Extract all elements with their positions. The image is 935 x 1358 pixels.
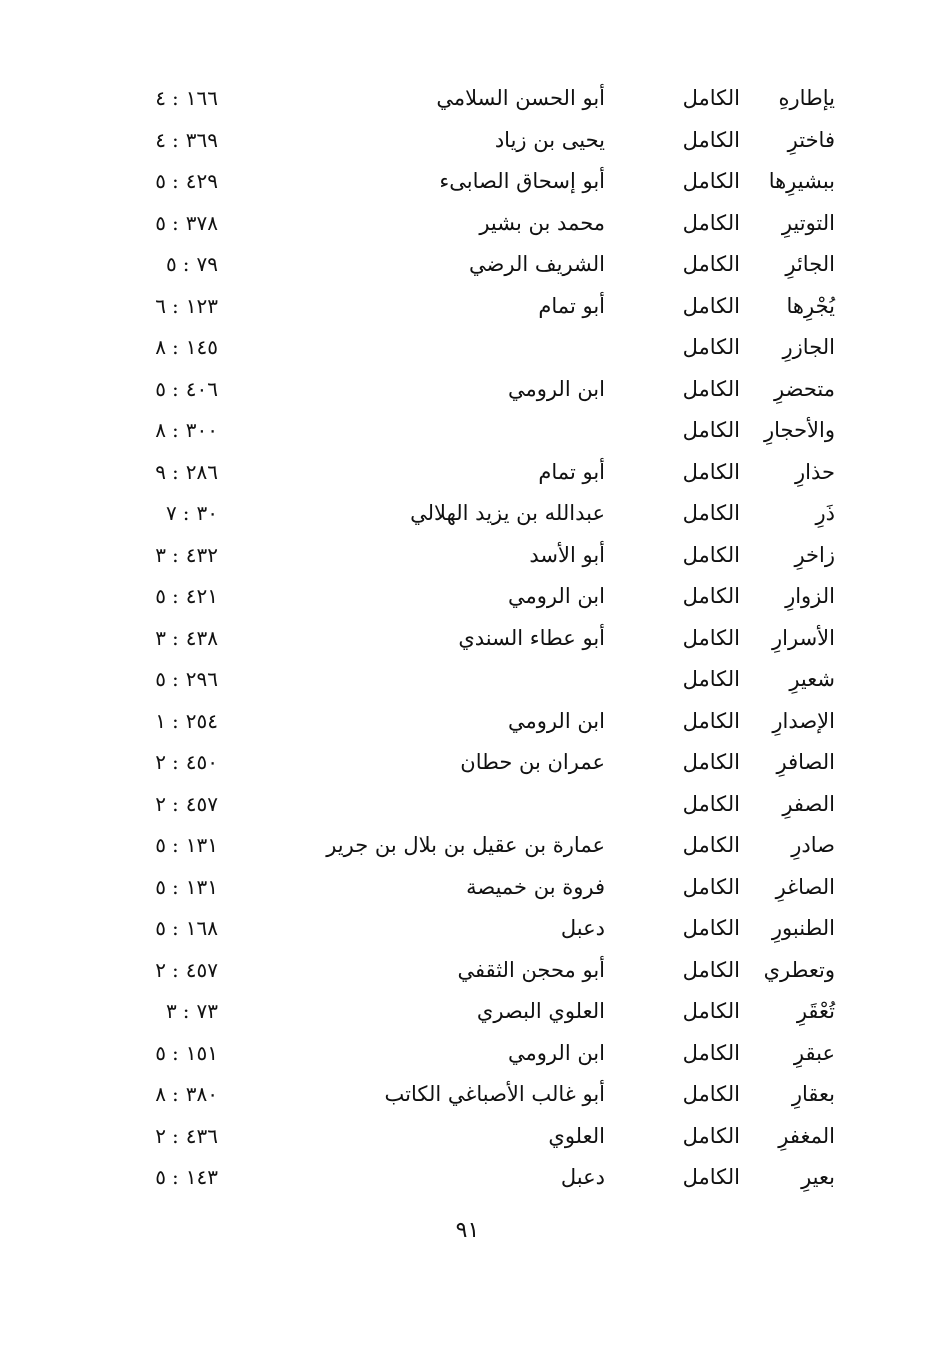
ref-separator: :: [172, 86, 180, 110]
index-row: [0, 575, 935, 617]
meter: الكامل: [682, 169, 740, 193]
page-ref: ٧٣: [196, 999, 218, 1023]
meter: الكامل: [682, 833, 740, 857]
page-ref: ٤٣٨: [185, 625, 218, 650]
volume-ref: ٥: [155, 874, 167, 899]
volume-ref: ٢: [155, 1123, 167, 1148]
rhyme-word: المغفرِ: [778, 1123, 835, 1148]
ref-separator: :: [172, 127, 180, 152]
rhyme-word: الإصدارِ: [772, 708, 835, 733]
volume-page-reference: [128, 249, 218, 279]
rhyme-word: التوتيرِ: [781, 210, 835, 235]
ref-separator: :: [172, 335, 180, 359]
poet-name: يحيى بن زياد: [494, 127, 605, 152]
meter: الكامل: [682, 252, 740, 276]
poet-name: ابن الرومي: [507, 376, 605, 401]
volume-ref: ٥: [155, 667, 167, 691]
index-row: [0, 243, 935, 285]
rhyme-word: الصفرِ: [782, 791, 835, 816]
poet-name: الشريف الرضي: [469, 252, 605, 276]
ref-separator: :: [172, 293, 180, 318]
page-ref: ٤٢٩: [185, 169, 218, 193]
page-ref: ١٦٨: [185, 916, 218, 940]
rhyme-word: بعقارِ: [791, 1082, 835, 1106]
meter: الكامل: [682, 667, 740, 691]
poet-name: أبو محجن الثقفي: [457, 957, 605, 982]
index-row: [0, 1115, 935, 1157]
meter: الكامل: [682, 1082, 740, 1106]
poet-name: ابن الرومي: [507, 708, 605, 733]
meter: الكامل: [682, 1040, 740, 1065]
index-row: [0, 990, 935, 1032]
index-table: [0, 77, 935, 1198]
ref-separator: :: [172, 376, 180, 401]
index-row: [0, 741, 935, 783]
index-row: [0, 617, 935, 659]
volume-page-reference: [128, 664, 218, 694]
ref-separator: :: [172, 210, 180, 235]
poet-name: عمارة بن عقيل بن بلال بن جرير: [326, 833, 605, 857]
volume-page-reference: [128, 374, 218, 404]
ref-separator: :: [172, 791, 180, 816]
meter: الكامل: [682, 708, 740, 733]
rhyme-word: الصاغرِ: [775, 874, 835, 899]
rhyme-word: والأحجارِ: [763, 418, 835, 442]
ref-separator: :: [172, 957, 180, 982]
page-ref: ١٣١: [185, 833, 218, 857]
meter: الكامل: [682, 916, 740, 940]
poet-name: أبو الحسن السلامي: [436, 86, 605, 110]
page-ref: ٧٩: [196, 252, 218, 276]
volume-ref: ٥: [155, 376, 167, 401]
page-ref: ٣٧٨: [185, 210, 218, 235]
index-row: [0, 326, 935, 368]
volume-page-reference: [128, 706, 218, 736]
ref-separator: :: [182, 999, 191, 1023]
ref-separator: :: [172, 874, 180, 899]
ref-separator: :: [172, 459, 180, 484]
volume-page-reference: [128, 125, 218, 155]
poet-name: عمران بن حطان: [460, 750, 605, 774]
volume-page-reference: [128, 623, 218, 653]
page-ref: ١٥١: [185, 1040, 218, 1065]
page-ref: ٤٠٦: [185, 376, 218, 401]
volume-ref: ٥: [155, 584, 167, 608]
ref-separator: :: [172, 1123, 180, 1148]
rhyme-word: فاخترِ: [787, 127, 835, 152]
volume-page-reference: [128, 208, 218, 238]
volume-page-reference: [128, 83, 218, 113]
poet-name: عبدالله بن يزيد الهلالي: [410, 501, 605, 525]
volume-page-reference: [128, 291, 218, 321]
volume-ref: ٦: [155, 293, 167, 318]
meter: الكامل: [682, 127, 740, 152]
volume-ref: ٨: [155, 1082, 167, 1106]
ref-separator: :: [172, 625, 180, 650]
meter: الكامل: [682, 625, 740, 650]
volume-ref: ٢: [155, 750, 167, 774]
meter: الكامل: [682, 1123, 740, 1148]
ref-separator: :: [182, 501, 191, 525]
page-ref: ٣٦٩: [185, 127, 218, 152]
page-ref: ٤٣٦: [185, 1123, 218, 1148]
rhyme-word: ببشيرِها: [768, 169, 835, 193]
ref-separator: :: [172, 1082, 180, 1106]
rhyme-word: يإطارهِ: [778, 86, 835, 110]
ref-separator: :: [172, 169, 180, 193]
rhyme-word: صادرِ: [791, 833, 835, 857]
volume-page-reference: [128, 747, 218, 777]
volume-page-reference: [128, 498, 218, 528]
page-ref: ٢٨٦: [185, 459, 218, 484]
index-row: [0, 534, 935, 576]
index-row: [0, 368, 935, 410]
volume-ref: ٢: [155, 791, 167, 816]
poet-name: أبو إسحاق الصابىء: [439, 169, 605, 193]
ref-separator: :: [172, 418, 180, 442]
poet-name: ابن الرومي: [507, 584, 605, 608]
volume-ref: ٥: [155, 916, 167, 940]
volume-page-reference: [128, 830, 218, 860]
page-ref: ١٦٦: [185, 86, 218, 110]
volume-ref: ٥: [166, 252, 177, 276]
index-row: [0, 1073, 935, 1115]
meter: الكامل: [682, 376, 740, 401]
index-row: [0, 492, 935, 534]
meter: الكامل: [682, 210, 740, 235]
volume-page-reference: [128, 166, 218, 196]
ref-separator: :: [172, 542, 180, 567]
rhyme-word: متحضرِ: [774, 376, 835, 401]
volume-page-reference: [128, 872, 218, 902]
poet-name: العلوي البصري: [476, 999, 605, 1023]
volume-ref: ٤: [155, 127, 167, 152]
page-ref: ١٤٣: [185, 1165, 218, 1189]
ref-separator: :: [172, 667, 180, 691]
poet-name: أبو تمام: [538, 459, 605, 484]
page-ref: ٤٥٠: [185, 750, 218, 774]
rhyme-word: بعيرِ: [801, 1165, 835, 1189]
page-ref: ٣٠: [196, 501, 218, 525]
volume-ref: ٣: [155, 542, 167, 567]
index-row: [0, 783, 935, 825]
rhyme-word: شعيرِ: [789, 667, 835, 691]
volume-page-reference: [128, 1038, 218, 1068]
rhyme-word: الزوارِ: [785, 584, 835, 608]
ref-separator: :: [172, 708, 180, 733]
poet-name: العلوي: [548, 1123, 605, 1148]
poet-name: أبو تمام: [538, 293, 605, 318]
volume-page-reference: [128, 1079, 218, 1109]
volume-page-reference: [128, 581, 218, 611]
rhyme-word: وتعطري: [763, 957, 835, 982]
page-ref: ١٣١: [185, 874, 218, 899]
meter: الكامل: [682, 1165, 740, 1189]
volume-page-reference: [128, 457, 218, 487]
index-row: [0, 160, 935, 202]
index-row: [0, 949, 935, 991]
poet-name: فروة بن خميصة: [466, 874, 605, 899]
volume-ref: ٤: [155, 86, 167, 110]
index-row: [0, 700, 935, 742]
volume-page-reference: [128, 1162, 218, 1192]
poet-name: ابن الرومي: [507, 1040, 605, 1065]
volume-ref: ٥: [155, 210, 167, 235]
page-ref: ٣٠٠: [185, 418, 218, 442]
meter: الكامل: [682, 542, 740, 567]
index-row: [0, 1156, 935, 1198]
ref-separator: :: [182, 252, 191, 276]
volume-ref: ٥: [155, 169, 167, 193]
index-row: [0, 824, 935, 866]
rhyme-word: الصافرِ: [776, 750, 835, 774]
page-ref: ٤٣٢: [185, 542, 218, 567]
meter: الكامل: [682, 874, 740, 899]
poet-name: دعبل: [560, 916, 605, 940]
volume-ref: ٥: [155, 1165, 167, 1189]
rhyme-word: ذَرِ: [815, 501, 835, 525]
volume-ref: ٨: [155, 418, 167, 442]
volume-ref: ٣: [166, 999, 177, 1023]
rhyme-word: حذارِ: [795, 459, 835, 484]
ref-separator: :: [172, 750, 180, 774]
index-row: [0, 77, 935, 119]
page-ref: ٢٥٤: [185, 708, 218, 733]
index-row: [0, 119, 935, 161]
meter: الكامل: [682, 459, 740, 484]
volume-page-reference: [128, 1121, 218, 1151]
poet-name: أبو عطاء السندي: [458, 625, 605, 650]
meter: الكامل: [682, 501, 740, 525]
poet-name: محمد بن بشير: [479, 210, 605, 235]
ref-separator: :: [172, 833, 180, 857]
index-row: [0, 285, 935, 327]
volume-page-reference: [128, 540, 218, 570]
page-ref: ١٢٣: [185, 293, 218, 318]
ref-separator: :: [172, 584, 180, 608]
volume-page-reference: [128, 415, 218, 445]
meter: الكامل: [682, 584, 740, 608]
poet-name: أبو غالب الأصباغي الكاتب: [384, 1082, 605, 1106]
page-number: ٩١: [455, 1218, 480, 1243]
meter: الكامل: [682, 293, 740, 318]
meter: الكامل: [682, 750, 740, 774]
poet-name: دعبل: [560, 1165, 605, 1189]
page-ref: ٤٢١: [185, 584, 218, 608]
page-ref: ٢٩٦: [185, 667, 218, 691]
ref-separator: :: [172, 916, 180, 940]
volume-page-reference: [128, 913, 218, 943]
rhyme-word: الجازرِ: [782, 335, 835, 359]
index-row: [0, 202, 935, 244]
meter: الكامل: [682, 418, 740, 442]
meter: الكامل: [682, 957, 740, 982]
poet-name: أبو الأسد: [529, 542, 605, 567]
page-ref: ٤٥٧: [185, 791, 218, 816]
ref-separator: :: [172, 1165, 180, 1189]
meter: الكامل: [682, 791, 740, 816]
index-row: [0, 409, 935, 451]
rhyme-word: زاخرِ: [794, 542, 835, 567]
volume-ref: ٣: [155, 625, 167, 650]
volume-ref: ٢: [155, 957, 167, 982]
rhyme-word: تُعْقَرِ: [796, 999, 835, 1023]
volume-ref: ١: [155, 708, 167, 733]
index-row: [0, 451, 935, 493]
meter: الكامل: [682, 335, 740, 359]
volume-ref: ٥: [155, 1040, 167, 1065]
index-row: [0, 907, 935, 949]
page-ref: ٣٨٠: [185, 1082, 218, 1106]
meter: الكامل: [682, 999, 740, 1023]
volume-page-reference: [128, 789, 218, 819]
volume-ref: ٩: [155, 459, 167, 484]
rhyme-word: الطنبورِ: [771, 916, 835, 940]
page-ref: ٤٥٧: [185, 957, 218, 982]
volume-page-reference: [128, 955, 218, 985]
volume-page-reference: [128, 332, 218, 362]
rhyme-word: عبقرِ: [793, 1040, 835, 1065]
rhyme-word: الأسرارِ: [772, 625, 835, 650]
index-row: [0, 866, 935, 908]
volume-ref: ٧: [166, 501, 177, 525]
ref-separator: :: [172, 1040, 180, 1065]
rhyme-word: الجائرِ: [785, 252, 835, 276]
volume-ref: ٥: [155, 833, 167, 857]
volume-page-reference: [128, 996, 218, 1026]
page-ref: ١٤٥: [185, 335, 218, 359]
volume-ref: ٨: [155, 335, 167, 359]
rhyme-word: يُجْرِها: [786, 293, 835, 318]
meter: الكامل: [682, 86, 740, 110]
index-row: [0, 1032, 935, 1074]
index-row: [0, 658, 935, 700]
